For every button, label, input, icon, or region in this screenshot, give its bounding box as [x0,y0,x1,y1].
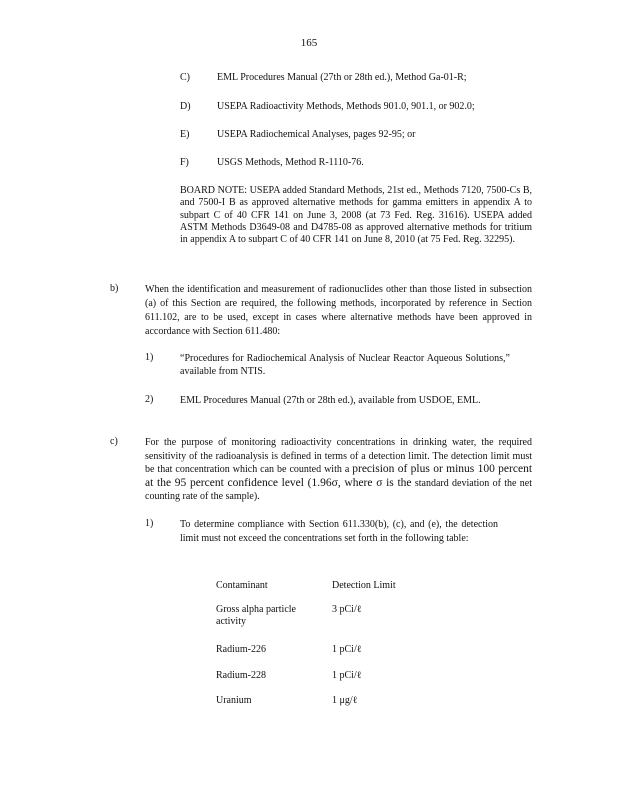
list-text: USGS Methods, Method R-1110-76. [217,157,364,168]
section-text-part3: standard deviation of the net counting rate of the sample). [145,477,532,502]
table-header-contaminant: Contaminant [216,580,268,591]
section-label: c) [110,436,118,447]
list-label: 1) [145,518,154,529]
table-cell-contaminant: Radium-226 [216,644,266,655]
list-label: E) [180,129,190,140]
list-text: “Procedures for Radiochemical Analysis of Nuclear Reactor Aqueous Solutions,” available from NTIS. [180,353,510,377]
table-cell-limit: 1 μg/ℓ [332,695,358,706]
list-label: C) [180,72,190,83]
list-text: EML Procedures Manual (27th or 28th ed.), available from USDOE, EML. [180,395,481,406]
table-cell-limit: 1 pCi/ℓ [332,644,362,655]
list-text: EML Procedures Manual (27th or 28th ed.), Method Ga-01-R; [217,72,467,83]
detection-limit-table [216,580,476,710]
table-cell-limit: 3 pCi/ℓ [332,604,362,615]
section-label: b) [110,283,119,294]
section-text-part1: For the purpose of monitoring radioactivity concentrations in drinking water, the required sensitivity of the radioanalysis is defined in terms of a detection limit. The detection limit must be that concentration which can be counted with a [145,437,532,475]
list-text: USEPA Radioactivity Methods, Methods 901.0, 901.1, or 902.0; [217,101,475,112]
list-label: 1) [145,352,154,363]
table-cell-contaminant: Radium-228 [216,670,266,681]
table-cell-limit: 1 pCi/ℓ [332,670,362,681]
list-text: USEPA Radiochemical Analyses, pages 92-95; or [217,129,416,140]
table-cell-contaminant: Uranium [216,695,252,706]
section-text: When the identification and measurement of radionuclides other than those listed in subsection (a) of this Section are required, the following methods, incorporated by reference in Section 611.102, are to be used, except in cases where alternative methods have been approved in accordance with Section 611.480: [145,284,532,337]
section-text [145,436,532,504]
list-label: F) [180,157,189,168]
table-header-detection-limit: Detection Limit [332,580,396,591]
list-text: To determine compliance with Section 611.330(b), (c), and (e), the detection limit must not exceed the concentrations set forth in the following table: [180,519,498,544]
section-text-part2: precision of plus or minus 100 percent at the 95 percent confidence level (1.96σ, where σ is the [145,463,533,489]
list-label: D) [180,101,191,112]
page-number: 165 [300,37,318,49]
table-cell-contaminant: Gross alpha particle activity [216,604,296,627]
list-label: 2) [145,394,154,405]
board-note: BOARD NOTE: USEPA added Standard Methods, 21st ed., Methods 7120, 7500-Cs B, and 7500-I B as approved alternative methods for gamma emitters in appendix A to subpart C of 40 CFR 141 on June 3, 2008 (at 73 Fed. Reg. 31616). USEPA added ASTM Methods D3649-08 and D4785-08 as approved alternative methods for tritium in appendix A to subpart C of 40 CFR 141 on June 8, 2010 (at 75 Fed. Reg. 32295). [180,185,532,246]
